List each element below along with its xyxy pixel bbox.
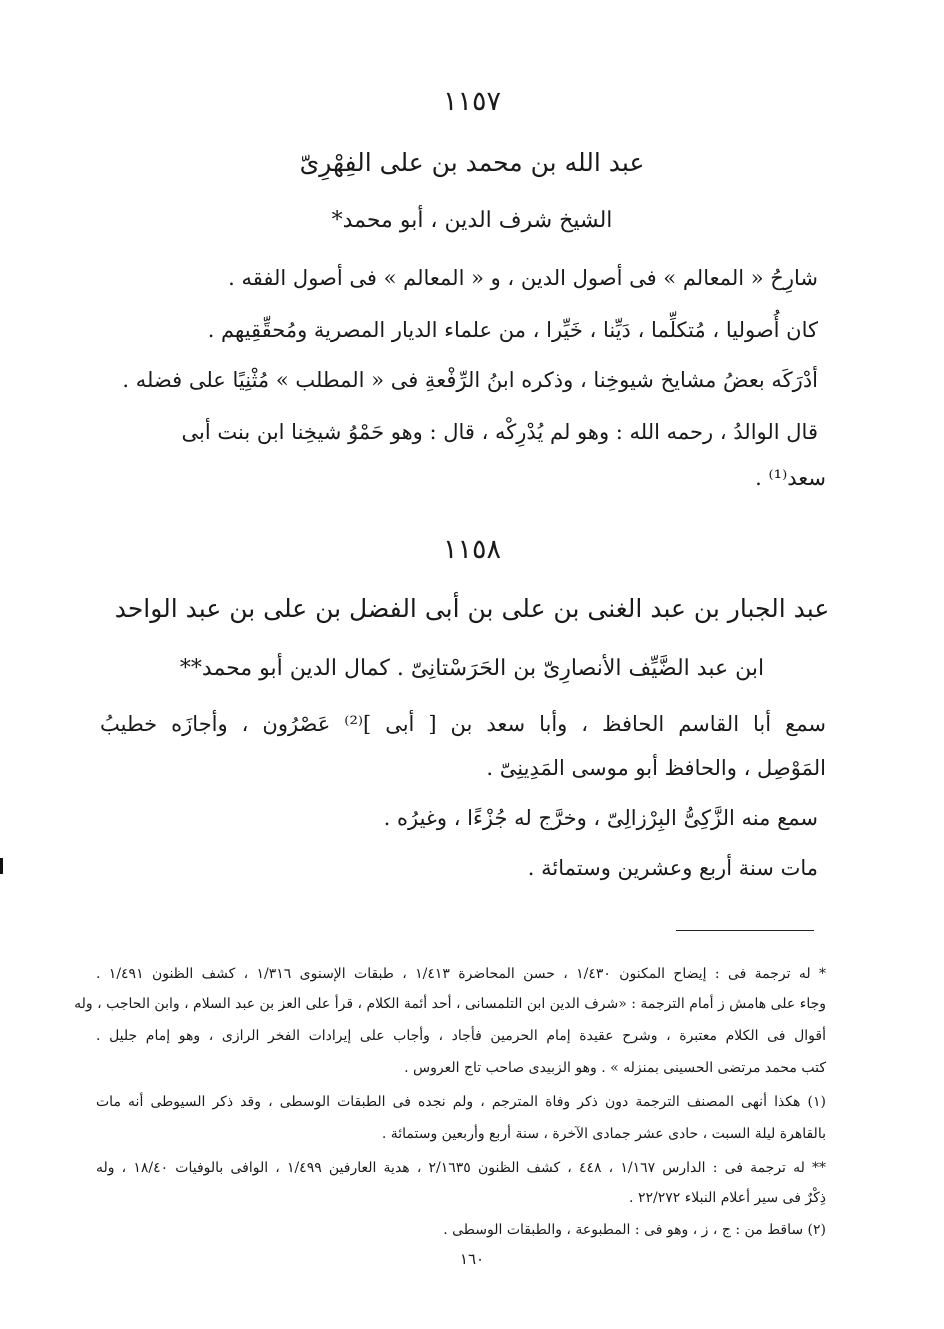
entry2-line-4: مات سنة أربع وعشرين وستمائة .: [527, 856, 818, 880]
entry-title-1158: عبد الجبار بن عبد الغنى بن على بن أبى الفضل بن على بن عبد الواحد: [114, 594, 830, 623]
footnote-line-7: ** له ترجمة فى : الدارس ١/١٦٧ ، ٤٤٨ ، كشف الظنون ٢/١٦٣٥ ، هدية العارفين ١/٤٩٩ ، الوافى بالوفيات ١٨/٤٠ ، وله: [96, 1160, 827, 1176]
entry-number-1158: ١١٥٨: [442, 534, 501, 565]
footnote-separator: [676, 930, 814, 931]
footnote-line-8: ذِكْرٌ فى سير أعلام النبلاء ٢٢/٢٧٢ .: [629, 1190, 826, 1206]
entry-subtitle-1157: الشيخ شرف الدين ، أبو محمد*: [331, 208, 613, 233]
entry1-line-1: شارِحُ « المعالم » فى أصول الدين ، و « المعالم » فى أصول الفقه .: [228, 266, 818, 290]
footnote-line-3: أقوال فى الكلام معتبرة ، وشرح عقيدة إمام الحرمين فأجاد ، وأجاب على إيرادات الفخر الرازى ، وهو إمام جليل .: [96, 1028, 826, 1044]
page-number: ١٦٠: [459, 1250, 485, 1268]
entry1-line-5: سعد⁽¹⁾ .: [755, 466, 826, 490]
footnote-line-6: بالقاهرة ليلة السبت ، حادى عشر جمادى الآخرة ، سنة أربع وأربعين وستمائة .: [381, 1126, 826, 1142]
entry2-line-3: سمع منه الزَّكِىُّ البِرْزالِىّ ، وخرَّج له جُزْءًا ، وغيرُه .: [383, 806, 818, 830]
entry-number-1157: ١١٥٧: [442, 86, 501, 117]
entry-title-1157: عبد الله بن محمد بن على الفِهْرِىّ: [299, 148, 645, 177]
entry2-line-1: سمع أبا القاسم الحافظ ، وأبا سعد بن [ أبى ]⁽²⁾ عَصْرُون ، وأجازَه خطيبُ: [100, 712, 826, 736]
entry2-line-2: المَوْصِل ، والحافظ أبو موسى المَدِينِىّ .: [486, 756, 826, 780]
footnote-line-4: كتب محمد مرتضى الحسينى بمنزله » . وهو الزبيدى صاحب تاج العروس .: [404, 1060, 826, 1076]
entry1-line-4: قال الوالدُ ، رحمه الله : وهو لم يُدْرِكْه ، قال : وهو حَمْوُ شيخِنا ابن بنت أبى: [181, 420, 818, 444]
entry-subtitle-1158: ابن عبد الضَّيِّف الأنصارِىّ بن الحَرَسْتانِىّ . كمال الدين أبو محمد**: [179, 656, 765, 681]
entry1-line-3: أدْرَكَه بعضُ مشايخ شيوخِنا ، وذكره ابنُ الرِّفْعةِ فى « المطلب » مُثْنِيًا على فضله .: [122, 368, 818, 392]
scan-edge-mark: [0, 858, 3, 874]
footnote-line-5: (١) هكذا أنهى المصنف الترجمة دون ذكر وفاة المترجم ، ولم نجده فى الطبقات الوسطى ، وقد ذكر السيوطى أنه مات: [96, 1094, 826, 1110]
footnote-line-2: وجاء على هامش ز أمام الترجمة : «شرف الدين ابن التلمسانى ، أحد أئمة الكلام ، قرأ على العز بن عبد السلام ، وابن الحاجب ، وله: [74, 996, 826, 1012]
footnote-line-9: (٢) ساقط من : ج ، ز ، وهو فى : المطبوعة ، والطبقات الوسطى .: [443, 1222, 826, 1238]
footnote-line-1: * له ترجمة فى : إيضاح المكنون ١/٤٣٠ ، حسن المحاضرة ١/٤١٣ ، طبقات الإسنوى ١/٣١٦ ، كشف الظنون ١/٤٩١ .: [96, 966, 827, 982]
entry1-line-2: كان أُصوليا ، مُتكلِّما ، دَيِّنا ، خَيِّرا ، من علماء الديار المصرية ومُحقِّقِيهم .: [207, 318, 818, 342]
